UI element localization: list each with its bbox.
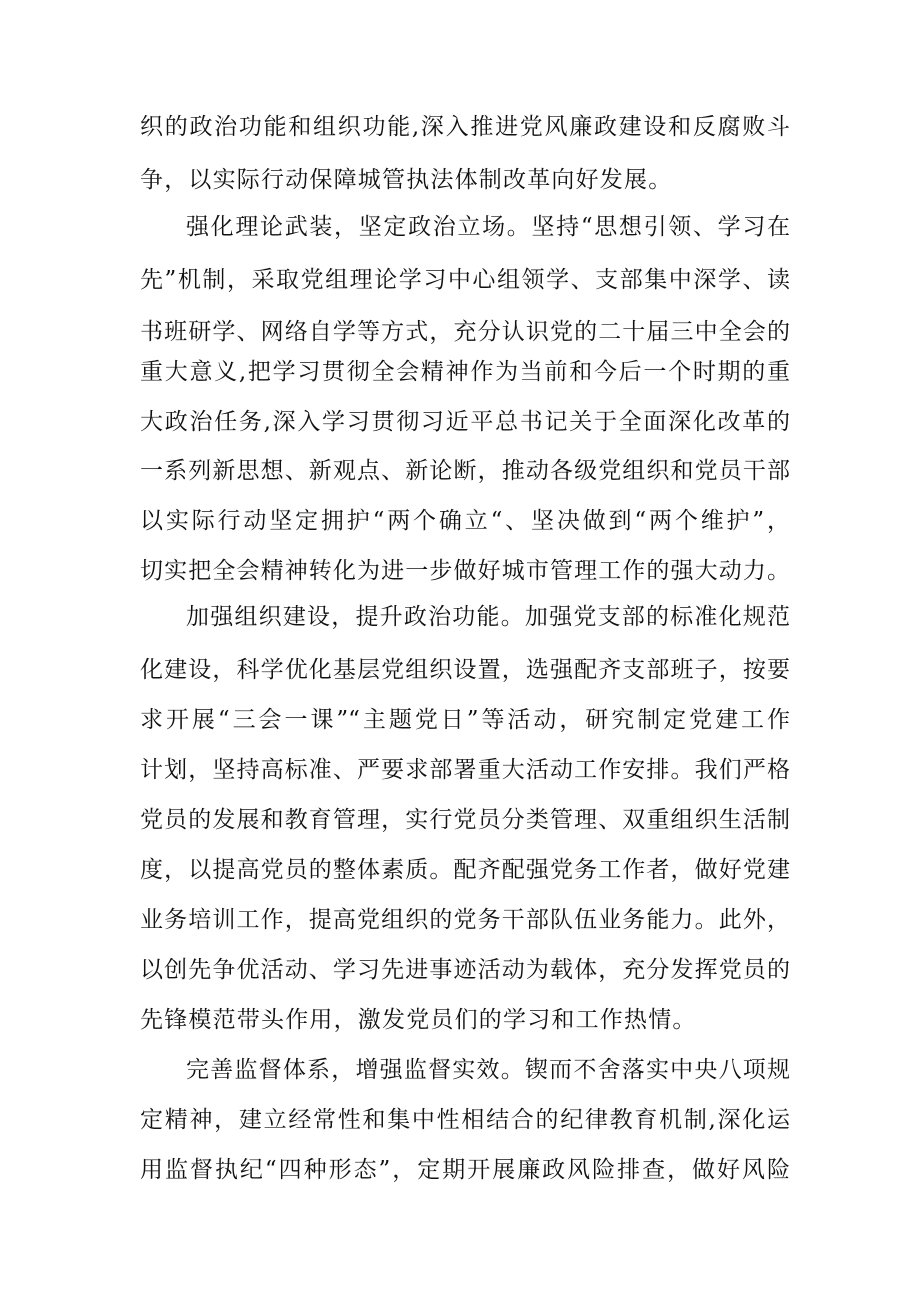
text-line: 先锋模范带头作用，激发党员们的学习和工作热情。 [140, 1007, 697, 1033]
text-line: 织的政治功能和组织功能,深入推进党风廉政建设和反腐败斗 [140, 114, 790, 140]
text-line: 以创先争优活动、学习先进事迹活动为载体，充分发挥党员的 [140, 957, 790, 983]
text-line: 切实把全会精神转化为进一步做好城市管理工作的强大动力。 [140, 558, 790, 584]
text-line: 度，以提高党员的整体素质。配齐配强党务工作者，做好党建 [140, 857, 790, 883]
text-line: 大政治任务,深入学习贯彻习近平总书记关于全面深化改革的 [140, 409, 790, 435]
text-line: 加强组织建设，提升政治功能。加强党支部的标准化规范 [186, 604, 790, 630]
text-line: 求开展“三会一课”“主题党日”等活动，研究制定党建工作 [140, 707, 790, 733]
text-line: 计划，坚持高标准、严要求部署重大活动工作安排。我们严格 [140, 757, 790, 783]
text-line: 用监督执纪“四种形态”，定期开展廉政风险排查，做好风险 [140, 1157, 790, 1183]
text-line: 业务培训工作，提高党组织的党务干部队伍业务能力。此外， [140, 907, 790, 933]
text-line: 定精神，建立经常性和集中性相结合的纪律教育机制,深化运 [140, 1107, 790, 1133]
text-line: 重大意义,把学习贯彻全会精神作为当前和今后一个时期的重 [140, 359, 790, 385]
text-line: 完善监督体系，增强监督实效。锲而不舍落实中央八项规 [186, 1057, 790, 1083]
text-line: 先”机制，采取党组理论学习中心组领学、支部集中深学、读 [140, 267, 790, 293]
text-line: 党员的发展和教育管理，实行党员分类管理、双重组织生活制 [140, 807, 790, 833]
text-line: 书班研学、网络自学等方式，充分认识党的二十届三中全会的 [140, 319, 790, 345]
text-line: 以实际行动坚定拥护“两个确立“、坚决做到“两个维护”， [140, 508, 790, 534]
text-line: 一系列新思想、新观点、新论断，推动各级党组织和党员干部 [140, 458, 790, 484]
text-line: 争，以实际行动保障城管执法体制改革向好发展。 [140, 167, 673, 193]
text-line: 化建设，科学优化基层党组织设置，选强配齐支部班子，按要 [140, 657, 790, 683]
text-line: 强化理论武装，坚定政治立场。坚持“思想引领、学习在 [186, 214, 790, 240]
